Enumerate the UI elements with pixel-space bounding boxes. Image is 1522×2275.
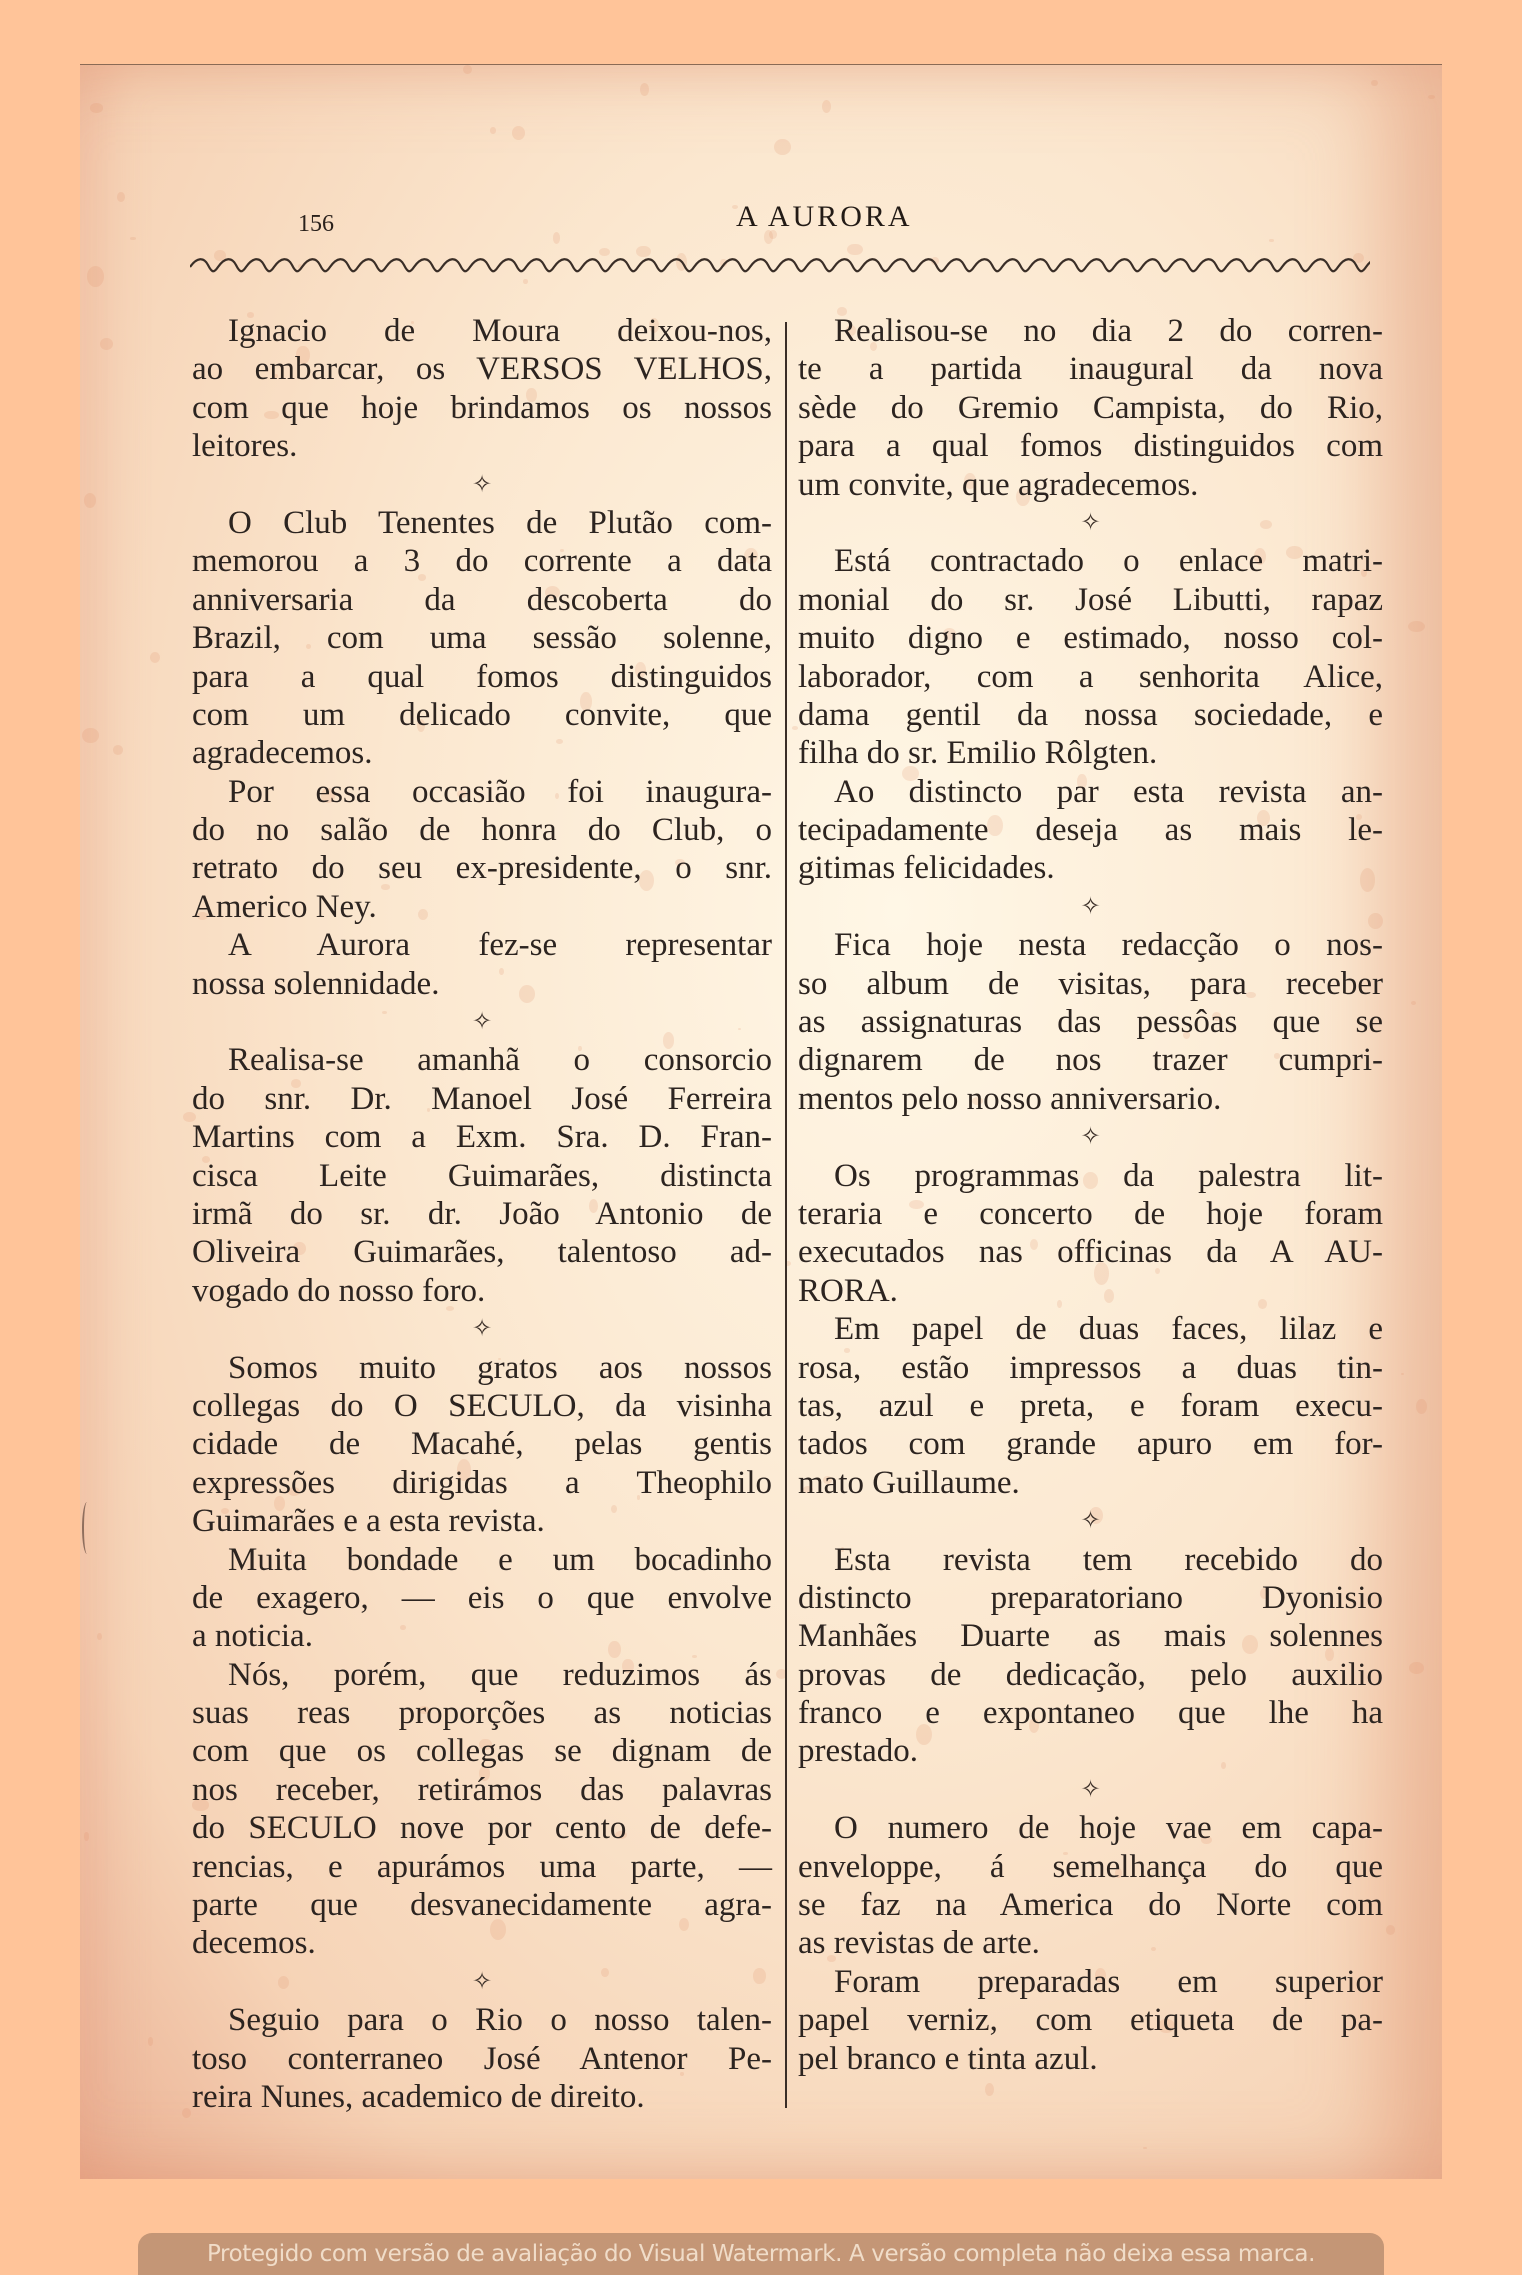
paper-stain: [1143, 2147, 1147, 2150]
text-line: irmã do sr. dr. João Antonio de: [192, 1195, 772, 1232]
text-line: Ao distincto par esta revista an-: [834, 773, 1383, 810]
diamond-separator-icon: ✧: [1080, 893, 1101, 920]
text-line: prestado.: [798, 1733, 919, 1770]
news-paragraph: [192, 926, 772, 1003]
margin-pencil-mark: [82, 1502, 92, 1554]
text-line: pel branco e tinta azul.: [798, 2040, 1098, 2077]
text-line: cidade de Macahé, pelas gentis: [192, 1426, 772, 1463]
text-line: te a partida inaugural da nova: [798, 351, 1383, 388]
diamond-separator-icon: ✧: [471, 1009, 493, 1036]
paper-stain: [100, 338, 113, 350]
paper-stain: [84, 493, 96, 508]
text-line: com que os collegas se dignam de: [192, 1733, 772, 1770]
news-paragraph: [798, 1541, 1383, 1771]
text-line: collegas do O SECULO, da visinha: [192, 1387, 772, 1424]
news-paragraph: [798, 773, 1383, 888]
news-paragraph: [798, 1963, 1383, 2078]
text-line: vogado do nosso foro.: [192, 1272, 486, 1309]
news-paragraph: [192, 504, 772, 773]
text-line: dignarem de nos trazer cumpri-: [798, 1042, 1383, 1079]
text-line: distincto preparatoriano Dyonisio: [798, 1579, 1383, 1616]
text-line: Realisa-se amanhã o consorcio: [228, 1042, 772, 1079]
text-line: monial do sr. José Libutti, rapaz: [798, 581, 1383, 618]
diamond-separator-icon: ✧: [471, 1316, 493, 1343]
paper-stain: [822, 100, 831, 113]
text-line: Ignacio de Moura deixou-nos,: [228, 313, 772, 349]
paper-stain: [148, 2037, 153, 2046]
paper-stain: [1428, 95, 1435, 99]
text-line: Martins com a Exm. Sra. D. Fran-: [192, 1119, 772, 1156]
text-line: suas reas proporções as noticias: [192, 1695, 772, 1732]
diamond-separator-icon: ✧: [471, 1968, 493, 1995]
text-line: para a qual fomos distinguidos com: [798, 428, 1383, 465]
text-line: um convite, que agradecemos.: [798, 466, 1199, 503]
text-line: mato Guillaume.: [798, 1464, 1020, 1501]
news-paragraph: [798, 1157, 1383, 1311]
news-paragraph: [798, 926, 1383, 1118]
paper-stain: [117, 192, 125, 202]
text-line: tados com grande apuro em for-: [798, 1426, 1383, 1463]
paper-stain: [87, 266, 104, 287]
news-paragraph: [192, 1541, 772, 1656]
page-title: A AURORA: [736, 200, 913, 233]
news-paragraph: [192, 2001, 772, 2116]
diamond-separator-icon: ✧: [471, 471, 493, 498]
paper-stain: [1416, 1399, 1427, 1414]
paper-stain: [1401, 1373, 1404, 1376]
text-line: agradecemos.: [192, 735, 373, 772]
text-line: laborador, com a senhorita Alice,: [798, 658, 1383, 695]
text-line: reira Nunes, academico de direito.: [192, 2078, 645, 2115]
column-divider: [785, 322, 787, 2108]
text-line: com um delicado convite, que: [192, 696, 772, 733]
text-line: Em papel de duas faces, lilaz e: [834, 1311, 1383, 1348]
paper-stain: [512, 126, 525, 140]
paper-stain: [82, 728, 98, 743]
text-line: muito digno e estimado, nosso col-: [798, 620, 1383, 657]
diamond-separator-icon: ✧: [1080, 1124, 1101, 1151]
text-line: do no salão de honra do Club, o: [192, 812, 772, 849]
text-line: anniversaria da descoberta do: [192, 581, 772, 618]
paper-stain: [1409, 1662, 1424, 1674]
paper-stain: [1371, 80, 1378, 86]
text-line: Seguio para o Rio o nosso talen-: [228, 2002, 772, 2039]
wavy-ornamental-rule: [190, 255, 1370, 275]
right-column: [798, 312, 1383, 2078]
paper-stain: [985, 2083, 994, 2096]
text-line: O numero de hoje vae em capa-: [834, 1810, 1383, 1847]
text-line: Esta revista tem recebido do: [834, 1541, 1383, 1578]
text-line: A Aurora fez-se representar: [228, 927, 772, 964]
text-line: parte que desvanecidamente agra-: [192, 1887, 772, 1924]
paper-stain: [1411, 1001, 1416, 1005]
paper-stain: [490, 127, 496, 134]
text-line: enveloppe, á semelhança do que: [798, 1848, 1383, 1885]
text-line: filha do sr. Emilio Rôlgten.: [798, 735, 1158, 772]
text-line: as revistas de arte.: [798, 1925, 1040, 1962]
text-line: cisca Leite Guimarães, distincta: [192, 1157, 772, 1194]
text-line: gitimas felicidades.: [798, 850, 1055, 887]
text-line: mentos pelo nosso anniversario.: [798, 1080, 1222, 1117]
text-line: provas de dedicação, pelo auxilio: [798, 1656, 1383, 1693]
text-line: RORA.: [798, 1272, 898, 1309]
watermark-banner: Protegido com versão de avaliação do Visual Watermark. A versão completa não deixa essa marca.: [138, 2233, 1384, 2275]
text-line: Nós, porém, que reduzimos ás: [228, 1656, 772, 1693]
diamond-separator-icon: ✧: [1080, 509, 1101, 536]
text-line: Por essa occasião foi inaugura-: [228, 773, 772, 810]
paper-stain: [640, 83, 650, 96]
diamond-separator-icon: ✧: [1080, 1776, 1101, 1803]
paper-stain: [90, 103, 102, 113]
text-line: do SECULO nove por cento de defe-: [192, 1810, 772, 1847]
paper-stain: [182, 2108, 191, 2119]
text-line: Os programmas da palestra lit-: [834, 1157, 1383, 1194]
text-line: Foram preparadas em superior: [834, 1963, 1383, 2000]
text-line: rosa, estão impressos a duas tin-: [798, 1349, 1383, 1386]
text-line: para a qual fomos distinguidos: [192, 658, 772, 695]
text-line: expressões dirigidas a Theophilo: [192, 1464, 772, 1501]
paper-stain: [113, 745, 124, 755]
text-line: rencias, e apurámos uma parte, —: [192, 1848, 772, 1885]
text-line: nos receber, retirámos das palavras: [192, 1771, 772, 1808]
text-line: leitores.: [192, 428, 298, 465]
paper-stain: [523, 279, 528, 284]
text-line: as assignaturas das pessôas que se: [798, 1004, 1383, 1041]
text-line: Realisou-se no dia 2 do corren-: [834, 313, 1383, 349]
news-paragraph: [798, 312, 1383, 504]
text-line: a noticia.: [192, 1618, 313, 1655]
text-line: Manhães Duarte as mais solennes: [798, 1618, 1383, 1655]
text-line: Brazil, com uma sessão solenne,: [192, 620, 772, 657]
text-line: toso conterraneo José Antenor Pe-: [192, 2040, 772, 2077]
paper-stain: [150, 652, 160, 663]
text-line: Somos muito gratos aos nossos: [228, 1349, 772, 1386]
text-line: se faz na America do Norte com: [798, 1887, 1383, 1924]
news-paragraph: [798, 542, 1383, 772]
paper-stain: [774, 139, 790, 155]
text-line: de exagero, — eis o que envolve: [192, 1579, 772, 1616]
text-line: franco e expontaneo que lhe ha: [798, 1695, 1383, 1732]
text-line: tas, azul e preta, e foram execu-: [798, 1387, 1383, 1424]
news-paragraph: [192, 1041, 772, 1310]
text-line: do snr. Dr. Manoel José Ferreira: [192, 1080, 772, 1117]
paper-stain: [463, 65, 472, 74]
paper-stain: [1408, 621, 1425, 632]
paper-stain: [553, 232, 561, 244]
paper-stain: [130, 237, 135, 240]
text-line: executados nas officinas da A AU-: [798, 1234, 1383, 1271]
text-line: retrato do seu ex-presidente, o snr.: [192, 850, 772, 887]
paper-stain: [97, 1633, 102, 1640]
news-paragraph: [192, 1349, 772, 1541]
text-line: Oliveira Guimarães, talentoso ad-: [192, 1234, 772, 1271]
text-line: nossa solennidade.: [192, 965, 440, 1002]
paper-stain: [84, 1832, 89, 1841]
text-line: teraria e concerto de hoje foram: [798, 1195, 1383, 1232]
text-line: decemos.: [192, 1925, 316, 1962]
paper-stain: [847, 244, 863, 256]
paper-stain: [1269, 239, 1273, 242]
text-line: Americo Ney.: [192, 888, 377, 925]
text-line: memorou a 3 do corrente a data: [192, 543, 772, 580]
text-line: sède do Gremio Campista, do Rio,: [798, 389, 1383, 426]
news-paragraph: [798, 1809, 1383, 1963]
news-paragraph: [192, 773, 772, 927]
text-line: ao embarcar, os VERSOS VELHOS,: [192, 351, 772, 388]
text-line: O Club Tenentes de Plutão com-: [228, 504, 772, 541]
text-line: tecipadamente deseja as mais le-: [798, 812, 1383, 849]
diamond-separator-icon: ✧: [1080, 1508, 1101, 1535]
text-line: dama gentil da nossa sociedade, e: [798, 696, 1383, 733]
news-paragraph: [192, 1656, 772, 1963]
paper-stain: [1386, 1925, 1395, 1935]
text-line: com que hoje brindamos os nossos: [192, 389, 772, 426]
text-line: Guimarães e a esta revista.: [192, 1503, 545, 1540]
left-column: [192, 312, 772, 2116]
text-line: so album de visitas, para receber: [798, 965, 1383, 1002]
text-line: papel verniz, com etiqueta de pa-: [798, 2002, 1383, 2039]
text-line: Fica hoje nesta redacção o nos-: [834, 927, 1383, 964]
news-paragraph: [798, 1310, 1383, 1502]
text-line: Está contractado o enlace matri-: [834, 543, 1383, 580]
text-line: Muita bondade e um bocadinho: [228, 1541, 772, 1578]
page-number: 156: [298, 211, 334, 237]
news-paragraph: [192, 312, 772, 466]
